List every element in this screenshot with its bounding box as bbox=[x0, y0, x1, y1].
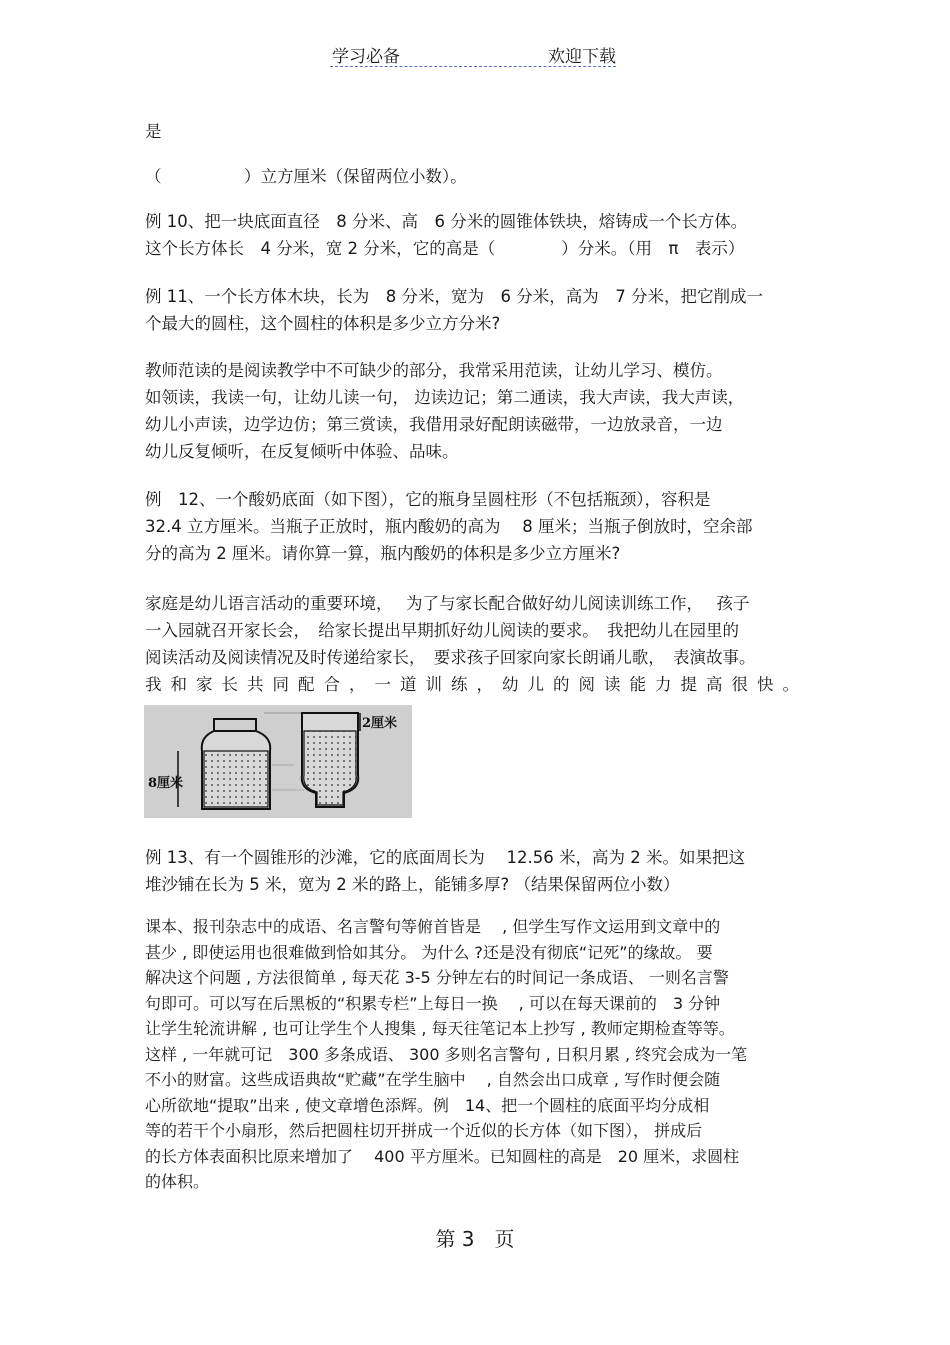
example-13 bbox=[145, 844, 810, 898]
text-line: 32.4 立方厘米。当瓶子正放时，瓶内酸奶的高为 8 厘米；当瓶子倒放时，空余部 bbox=[145, 517, 753, 536]
example-11 bbox=[145, 283, 810, 337]
paragraph-fragment bbox=[145, 118, 810, 145]
text-line: 例 11、一个长方体木块，长为 8 分米，宽为 6 分米，高为 7 分米，把它削成一 bbox=[145, 287, 763, 306]
text-line: 例 10、把一块底面直径 8 分米、高 6 分米的圆锥体铁块，熔铸成一个长方体。 bbox=[145, 212, 748, 231]
example-12 bbox=[145, 486, 810, 567]
text-line: 一入园就召开家长会， 给家长提出早期抓好幼儿阅读的要求。 我把幼儿在园里的 bbox=[145, 621, 739, 640]
text-line: 解决这个问题 , 方法很简单 , 每天花 3-5 分钟左右的时间记一条成语、 一则名言警 bbox=[145, 968, 729, 987]
text-line: 心所欲地“提取”出来 , 使文章增色添辉。例 14、把一个圆柱的底面平均分成相 bbox=[145, 1095, 710, 1115]
text-line: 甚少 , 即使运用也很难做到恰如其分。 为什么 ?还是没有彻底“记死”的缘故。 要 bbox=[145, 942, 713, 962]
paragraph-reading bbox=[145, 357, 810, 465]
paragraph-family bbox=[145, 590, 810, 698]
text-line: 等的若干个小扇形，然后把圆柱切开拼成一个近似的长方体（如下图）， 拼成后 bbox=[145, 1121, 703, 1140]
text-line: 如领读，我读一句，让幼儿读一句， 边读边记；第二通读，我大声读，我大声读， bbox=[145, 388, 745, 407]
paragraph-idioms bbox=[145, 914, 810, 1195]
text-line: 阅读活动及阅读情况及时传递给家长， 要求孩子回家向家长朗诵儿歌， 表演故事。 bbox=[145, 648, 756, 667]
text-line: 幼儿小声读，边学边仿；第三赏读，我借用录好配朗读磁带，一边放录音，一边 bbox=[145, 415, 723, 434]
text-line: 教师范读的是阅读教学中不可缺少的部分，我常采用范读，让幼儿学习、模仿。 bbox=[145, 361, 723, 380]
text-line: 的体积。 bbox=[145, 1172, 210, 1191]
page-header bbox=[330, 42, 616, 67]
page-number: 第 3 页 bbox=[435, 1227, 515, 1251]
text-line: 这个长方体长 4 分米，宽 2 分米，它的高是（ ）分米。（用 π 表示） bbox=[145, 239, 745, 258]
text-line: 是 bbox=[145, 122, 162, 141]
header-right: 欢迎下载 bbox=[548, 47, 616, 67]
text-line: 让学生轮流讲解 , 也可让学生个人搜集 , 每天往笔记本上抄写 , 教师定期检查等等。 bbox=[145, 1019, 735, 1038]
text-line: 堆沙铺在长为 5 米，宽为 2 米的路上，能铺多厚? （结果保留两位小数） bbox=[145, 875, 680, 894]
text-line: 不小的财富。这些成语典故“贮藏”在学生脑中 , 自然会出口成章 , 写作时便会随 bbox=[145, 1070, 721, 1089]
right-bottle-label: 2厘米 bbox=[362, 716, 398, 731]
bottle-figure bbox=[144, 705, 412, 818]
text-line: 例 12、一个酸奶底面（如下图），它的瓶身呈圆柱形（不包括瓶颈），容积是 bbox=[145, 490, 711, 509]
bottle-illustration bbox=[144, 705, 412, 818]
header-left: 学习必备 bbox=[332, 47, 400, 67]
paragraph-answer-blank bbox=[145, 163, 810, 190]
text-line: 家庭是幼儿语言活动的重要环境， 为了与家长配合做好幼儿阅读训练工作， 孩子 bbox=[145, 594, 750, 613]
text-line: 我和家长共同配合，一道训练，幼儿的阅读能力提高很快。 bbox=[145, 675, 808, 694]
text-line: 句即可。可以写在后黑板的“积累专栏”上每日一换 , 可以在每天课前的 3 分钟 bbox=[145, 993, 721, 1013]
text-line: （ ）立方厘米（保留两位小数）。 bbox=[145, 167, 467, 186]
text-line: 课本、报刊杂志中的成语、名言警句等俯首皆是 , 但学生写作文运用到文章中的 bbox=[145, 917, 721, 936]
text-line: 分的高为 2 厘米。请你算一算，瓶内酸奶的体积是多少立方厘米? bbox=[145, 544, 621, 563]
text-line: 例 13、有一个圆锥形的沙滩，它的底面周长为 12.56 米，高为 2 米。如果把这 bbox=[145, 848, 745, 867]
text-line: 个最大的圆柱，这个圆柱的体积是多少立方分米? bbox=[145, 314, 501, 333]
example-10 bbox=[145, 208, 810, 262]
left-bottle-label: 8厘米 bbox=[148, 776, 184, 791]
text-line: 的长方体表面积比原来增加了 400 平方厘米。已知圆柱的高是 20 厘米，求圆柱 bbox=[145, 1146, 740, 1166]
text-line: 幼儿反复倾听，在反复倾听中体验、品味。 bbox=[145, 442, 459, 461]
text-line: 这样 , 一年就可记 300 多条成语、 300 多则名言警句 , 日积月累 , 终究会成为一笔 bbox=[145, 1044, 748, 1064]
